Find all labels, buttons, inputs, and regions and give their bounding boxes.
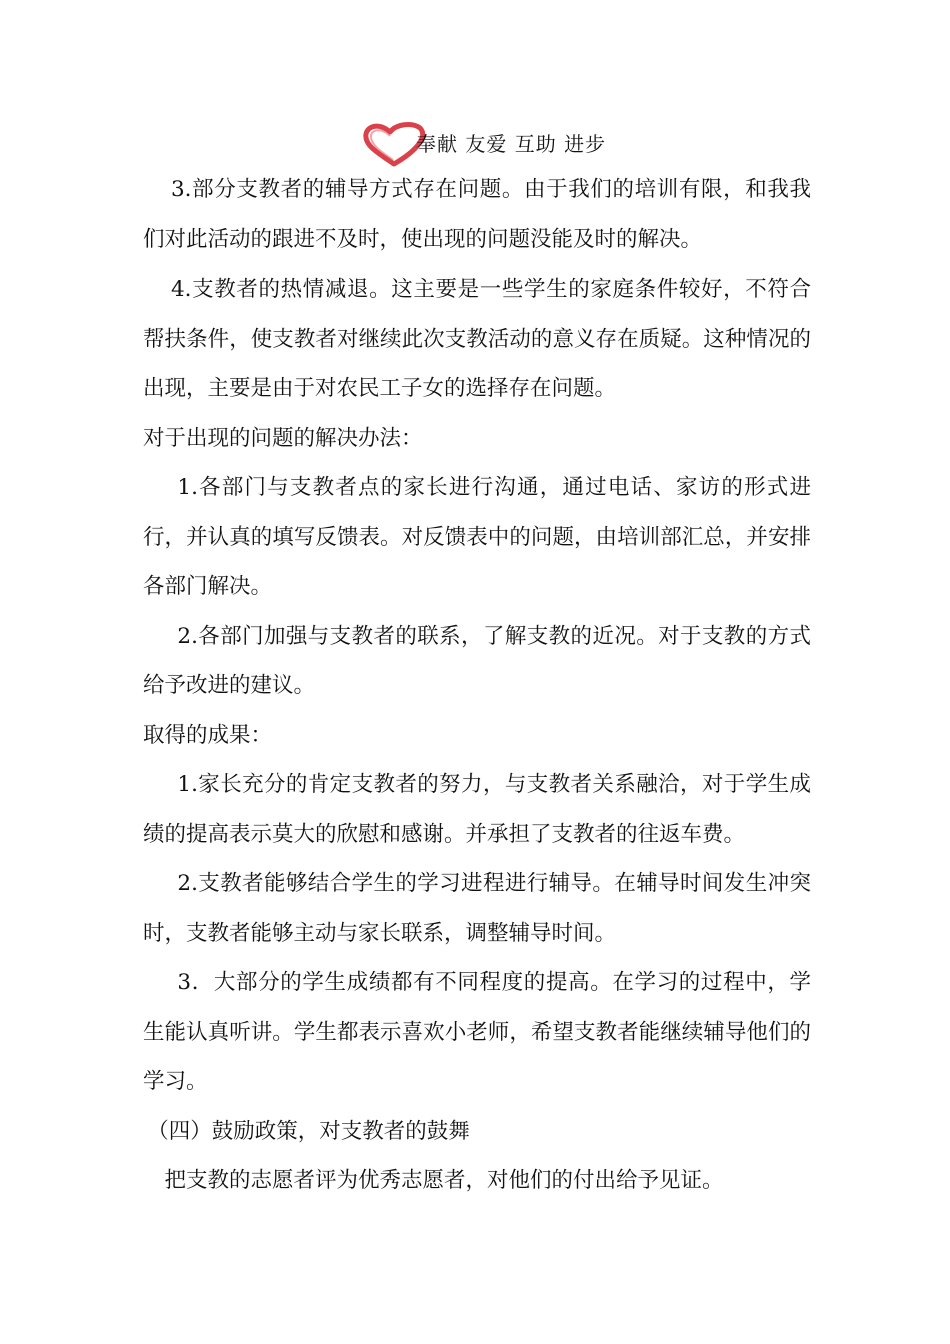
paragraph-achievement-3: 3．大部分的学生成绩都有不同程度的提高。在学习的过程中，学生能认真听讲。学生都表示喜欢小老师，希望支教者能继续辅导他们的学习。 [143, 970, 811, 1094]
paragraph-solution-2: 2.各部门加强与支教者的联系，了解支教的近况。对于支教的方式给予改进的建议。 [143, 623, 811, 698]
paragraph-problem-3: 3.部分支教者的辅导方式存在问题。由于我们的培训有限，和我我们对此活动的跟进不及时，使出现的问题没能及时的解决。 [143, 177, 811, 252]
paragraph-achievement-1: 1.家长充分的肯定支教者的努力，与支教者关系融洽，对于学生成绩的提高表示莫大的欣慰和感谢。并承担了支教者的往返车费。 [143, 772, 811, 847]
document-body [143, 165, 811, 1206]
paragraph-problem-4: 4.支教者的热情减退。这主要是一些学生的家庭条件较好，不符合帮扶条件，使支教者对继续此次支教活动的意义存在质疑。这种情况的出现，主要是由于对农民工子女的选择存在问题。 [143, 277, 811, 401]
paragraph-incentive: 把支教的志愿者评为优秀志愿者，对他们的付出给予见证。 [164, 1168, 724, 1193]
paragraph-achievement-2: 2.支教者能够结合学生的学习进程进行辅导。在辅导时间发生冲突时，支教者能够主动与家长联系，调整辅导时间。 [143, 871, 811, 946]
paragraph-solution-1: 1.各部门与支教者点的家长进行沟通，通过电话、家访的形式进行，并认真的填写反馈表。对反馈表中的问题，由培训部汇总，并安排各部门解决。 [143, 475, 811, 599]
motto-text: 奉献 友爱 互助 进步 [416, 132, 607, 156]
heading-incentive-policy: （四）鼓励政策，对支教者的鼓舞 [147, 1118, 470, 1144]
heading-achievements: 取得的成果： [143, 722, 273, 748]
page-header [360, 120, 680, 168]
heading-solutions: 对于出现的问题的解决办法： [143, 425, 423, 451]
